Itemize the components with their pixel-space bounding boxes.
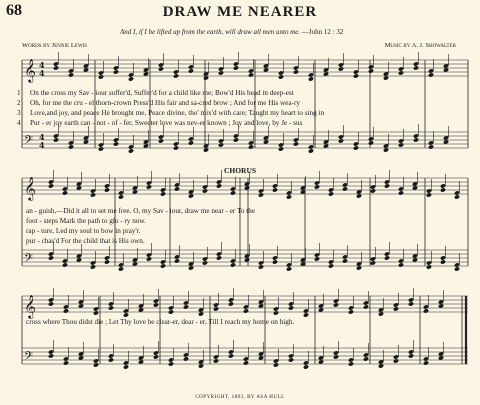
treble-clef-icon: 𝄞 bbox=[24, 176, 36, 200]
notehead bbox=[233, 65, 239, 70]
notehead bbox=[48, 255, 54, 260]
notehead bbox=[384, 255, 390, 260]
notehead bbox=[248, 72, 254, 77]
notehead bbox=[408, 353, 414, 358]
notehead bbox=[158, 66, 164, 71]
notehead bbox=[123, 364, 129, 369]
system3-lyric-1: cross where Thou didst die ; Let Thy love be clear-er, dear - er, Till I reach my home on high. bbox=[26, 318, 295, 326]
notehead bbox=[118, 194, 124, 199]
notehead bbox=[348, 361, 354, 366]
system2-lyric-4: pur - chas'd For the child that is His own. bbox=[26, 237, 145, 245]
notehead bbox=[173, 145, 179, 150]
page-number: 68 bbox=[6, 2, 22, 19]
notehead bbox=[428, 72, 434, 77]
notehead bbox=[62, 190, 68, 195]
notehead bbox=[160, 191, 166, 196]
notehead bbox=[146, 184, 152, 189]
notehead bbox=[370, 188, 376, 193]
notehead bbox=[338, 66, 344, 71]
notehead bbox=[398, 262, 404, 267]
notehead bbox=[183, 356, 189, 361]
notehead bbox=[48, 353, 54, 358]
notehead bbox=[168, 361, 174, 366]
notehead bbox=[328, 263, 334, 268]
notehead bbox=[118, 266, 124, 271]
notehead bbox=[384, 183, 390, 188]
system2-lyric-3: rap - ture, Led my soul to bow in pray'r. bbox=[26, 227, 141, 235]
notehead bbox=[218, 70, 224, 75]
notehead bbox=[230, 262, 236, 267]
notehead bbox=[228, 301, 234, 306]
notehead bbox=[423, 360, 429, 365]
notehead bbox=[293, 69, 299, 74]
notehead bbox=[308, 76, 314, 81]
notehead bbox=[243, 308, 249, 313]
notehead bbox=[230, 190, 236, 195]
notehead bbox=[218, 142, 224, 147]
svg-text:4: 4 bbox=[39, 60, 45, 70]
notehead bbox=[104, 187, 110, 192]
notehead bbox=[233, 137, 239, 142]
notehead bbox=[243, 360, 249, 365]
svg-text:4: 4 bbox=[39, 68, 45, 78]
epigraph-reference: —John 12 : 32 bbox=[301, 28, 344, 36]
notehead bbox=[183, 304, 189, 309]
notehead bbox=[288, 305, 294, 310]
notehead bbox=[314, 184, 320, 189]
notehead bbox=[248, 144, 254, 149]
verse-4: 4 Pur - er joy earth can - not - of - fer, Sweeter love was nev-er known ; Joy and love, by Je - sus bbox=[17, 119, 303, 127]
svg-text:4: 4 bbox=[39, 140, 45, 150]
notehead bbox=[104, 259, 110, 264]
notehead bbox=[303, 312, 309, 317]
notehead bbox=[123, 312, 129, 317]
notehead bbox=[353, 73, 359, 78]
chorus-label: CHORUS bbox=[223, 166, 257, 175]
copyright: COPYRIGHT, 1893, BY ASA HULL bbox=[195, 395, 285, 400]
notehead bbox=[213, 358, 219, 363]
notehead bbox=[188, 140, 194, 145]
system2-lyric-1: an - guish,—Did it all to set me free. O, my Sav - iour, draw me near - er To the bbox=[26, 207, 256, 215]
notehead bbox=[278, 146, 284, 151]
notehead bbox=[258, 192, 264, 197]
bass-clef-icon: 𝄢 bbox=[24, 134, 34, 150]
notehead bbox=[368, 68, 374, 73]
notehead bbox=[308, 148, 314, 153]
verse-2: 2 Oh, for me the cru - el thorn-crown Press'd His fair and sa-cred brow ; And for me His wea-ry bbox=[17, 99, 300, 107]
notehead bbox=[272, 259, 278, 264]
bass-clef-icon: 𝄢 bbox=[24, 350, 34, 366]
notehead bbox=[368, 140, 374, 145]
notehead bbox=[98, 74, 104, 79]
notehead bbox=[333, 354, 339, 359]
notehead bbox=[202, 188, 208, 193]
notehead bbox=[113, 141, 119, 146]
notehead bbox=[113, 69, 119, 74]
notehead bbox=[63, 308, 69, 313]
notehead bbox=[413, 65, 419, 70]
words-credit: Words by Jennie Lewis bbox=[22, 42, 88, 49]
hymn-title: DRAW ME NEARER bbox=[162, 4, 318, 20]
notehead bbox=[174, 258, 180, 263]
notehead bbox=[342, 186, 348, 191]
notehead bbox=[93, 310, 99, 315]
notehead bbox=[108, 305, 114, 310]
bass-clef-icon: 𝄢 bbox=[24, 252, 34, 268]
verse-1: 1 On the cross my Sav - iour suffer'd, Suffer'd for a child like me; Bow'd His head in deep-est bbox=[17, 89, 294, 97]
notehead bbox=[68, 72, 74, 77]
notehead bbox=[174, 186, 180, 191]
notehead bbox=[153, 354, 159, 359]
notehead bbox=[228, 353, 234, 358]
notehead bbox=[158, 138, 164, 143]
notehead bbox=[370, 260, 376, 265]
notehead bbox=[160, 263, 166, 268]
notehead bbox=[286, 266, 292, 271]
notehead bbox=[273, 362, 279, 367]
notehead bbox=[202, 260, 208, 265]
notehead bbox=[93, 362, 99, 367]
notehead bbox=[454, 266, 460, 271]
notehead bbox=[408, 301, 414, 306]
notehead bbox=[314, 256, 320, 261]
notehead bbox=[128, 148, 134, 153]
notehead bbox=[440, 259, 446, 264]
notehead bbox=[213, 306, 219, 311]
notehead bbox=[63, 360, 69, 365]
notehead bbox=[168, 309, 174, 314]
notehead bbox=[288, 357, 294, 362]
notehead bbox=[338, 138, 344, 143]
epigraph-text: And I, if I be lifted up from the earth, will draw all men unto me. bbox=[120, 28, 301, 36]
notehead bbox=[62, 262, 68, 267]
notehead bbox=[108, 357, 114, 362]
notehead bbox=[48, 301, 54, 306]
notehead bbox=[393, 306, 399, 311]
notehead bbox=[426, 192, 432, 197]
notehead bbox=[48, 183, 54, 188]
notehead bbox=[53, 137, 59, 142]
notehead bbox=[426, 264, 432, 269]
notehead bbox=[90, 264, 96, 269]
notehead bbox=[363, 356, 369, 361]
notehead bbox=[428, 144, 434, 149]
notehead bbox=[273, 310, 279, 315]
notehead bbox=[173, 73, 179, 78]
system2-lyric-2: foot - steps Mark the path to glo - ry now. bbox=[26, 217, 146, 225]
notehead bbox=[423, 308, 429, 313]
notehead bbox=[272, 187, 278, 192]
notehead bbox=[454, 194, 460, 199]
notehead bbox=[68, 144, 74, 149]
music-credit: Music by A. J. Showalter bbox=[384, 42, 456, 49]
notehead bbox=[278, 74, 284, 79]
notehead bbox=[293, 141, 299, 146]
notehead bbox=[146, 256, 152, 261]
notehead bbox=[413, 137, 419, 142]
notehead bbox=[153, 302, 159, 307]
verse-3: 3 Love,and joy, and peace He brought me, Peace divine, tho' mix'd with care; Taught my heart to sing in bbox=[17, 109, 325, 117]
notehead bbox=[353, 145, 359, 150]
notehead bbox=[363, 304, 369, 309]
notehead bbox=[398, 190, 404, 195]
treble-clef-icon: 𝄞 bbox=[24, 294, 36, 318]
notehead bbox=[216, 183, 222, 188]
notehead bbox=[333, 302, 339, 307]
notehead bbox=[328, 191, 334, 196]
notehead bbox=[398, 142, 404, 147]
notehead bbox=[53, 65, 59, 70]
svg-text:4: 4 bbox=[39, 132, 45, 142]
notehead bbox=[98, 146, 104, 151]
notehead bbox=[286, 194, 292, 199]
notehead bbox=[342, 258, 348, 263]
notehead bbox=[348, 309, 354, 314]
notehead bbox=[440, 187, 446, 192]
notehead bbox=[216, 255, 222, 260]
notehead bbox=[188, 68, 194, 73]
notehead bbox=[398, 70, 404, 75]
notehead bbox=[393, 358, 399, 363]
notehead bbox=[90, 192, 96, 197]
treble-clef-icon: 𝄞 bbox=[24, 58, 36, 82]
notehead bbox=[303, 364, 309, 369]
notehead bbox=[128, 76, 134, 81]
notehead bbox=[258, 264, 264, 269]
